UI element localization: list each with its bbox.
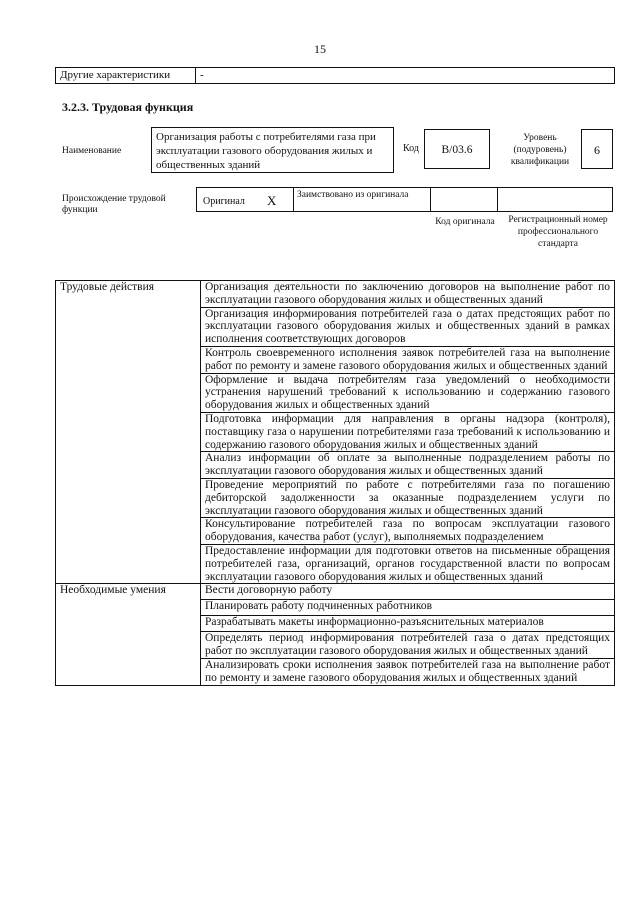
labor-function-table <box>55 280 615 686</box>
labor-action-item: Предоставление информации для подготовки ответов на письменные обращения потребителей газа, организаций, органов государственной власти по вопросам эксплуатации газового оборудования жилых и общественных зданий <box>201 544 615 583</box>
origin-label: Происхождение трудовой функции <box>62 194 166 215</box>
origin-original-cell <box>197 188 294 211</box>
function-name-value: Организация работы с потребителями газа при эксплуатации газового оборудования жилых и общественных зданий <box>151 127 394 173</box>
labor-action-item: Подготовка информации для направления в органы надзора (контроля), поставщику газа о нарушении потребителями газа требований к использованию и содержанию газового оборудования жилых и общественных зданий <box>201 412 615 451</box>
required-skill-item: Разрабатывать макеты информационно-разъяснительных материалов <box>201 616 615 632</box>
function-code-label: Код <box>403 143 419 154</box>
origin-borrowed-cell <box>293 188 431 211</box>
labor-action-item: Организация информирования потребителей газа о датах предстоящих работ по эксплуатации газового оборудования жилых и общественных зданий в рамках исполнения соответствующих договоров <box>201 307 615 346</box>
origin-code-caption: Код оригинала <box>435 217 495 227</box>
required-skills-label: Необходимые умения <box>56 584 201 685</box>
origin-original-label: Оригинал <box>203 196 245 207</box>
labor-action-item: Оформление и выдача потребителям газа уведомлений о необходимости устранения нарушений требований к использованию и содержанию газового оборудования жилых и общественных зданий <box>201 373 615 412</box>
labor-action-item: Контроль своевременного исполнения заявок потребителей газа на выполнение работ по ремонту и замене газового оборудования жилых и общественных зданий <box>201 346 615 373</box>
other-characteristics-value: - <box>200 69 204 81</box>
labor-action-item: Анализ информации об оплате за выполненные подразделением работы по эксплуатации газового оборудования жилых и общественных зданий <box>201 452 615 479</box>
section-title: 3.2.3. Трудовая функция <box>62 100 194 114</box>
required-skill-item: Определять период информирования потребителей газа о датах предстоящих работ по эксплуатации газового оборудования жилых и общественных зданий <box>201 632 615 659</box>
origin-reg-number-caption: Регистрационный номер профессионального стандарта <box>508 215 608 249</box>
labor-action-item: Организация деятельности по заключению договоров на выполнение работ по эксплуатации газового оборудования жилых и общественных зданий <box>201 281 615 308</box>
other-characteristics-label: Другие характеристики <box>56 68 196 83</box>
origin-original-mark: X <box>267 193 277 208</box>
origin-borrowed-label: Заимствовано из оригинала <box>297 190 409 200</box>
required-skill-item: Вести договорную работу <box>201 584 615 600</box>
required-skill-item: Анализировать сроки исполнения заявок потребителей газа на выполнение работ по ремонту и замене газового оборудования жилых и общественных зданий <box>201 658 615 685</box>
origin-code-cell <box>430 188 498 211</box>
function-code-value: В/03.6 <box>424 129 490 169</box>
function-name-label: Наименование <box>62 146 122 156</box>
qualification-level-value: 6 <box>581 129 613 169</box>
page-number: 15 <box>314 42 326 56</box>
required-skill-item: Планировать работу подчиненных работников <box>201 600 615 616</box>
labor-action-item: Консультирование потребителей газа по вопросам эксплуатации газового оборудования, качества работ (услуг), выполняемых подразделением <box>201 518 615 545</box>
labor-action-item: Проведение мероприятий по работе с потребителями газа по погашению дебиторской задолженности за оказанные подразделением услуги по эксплуатации газового оборудования жилых и общественных зданий <box>201 478 615 517</box>
origin-row <box>196 187 613 212</box>
other-characteristics-row <box>55 67 615 84</box>
qualification-level-label: Уровень (подуровень) квалификации <box>510 133 570 167</box>
labor-actions-label: Трудовые действия <box>56 281 201 584</box>
